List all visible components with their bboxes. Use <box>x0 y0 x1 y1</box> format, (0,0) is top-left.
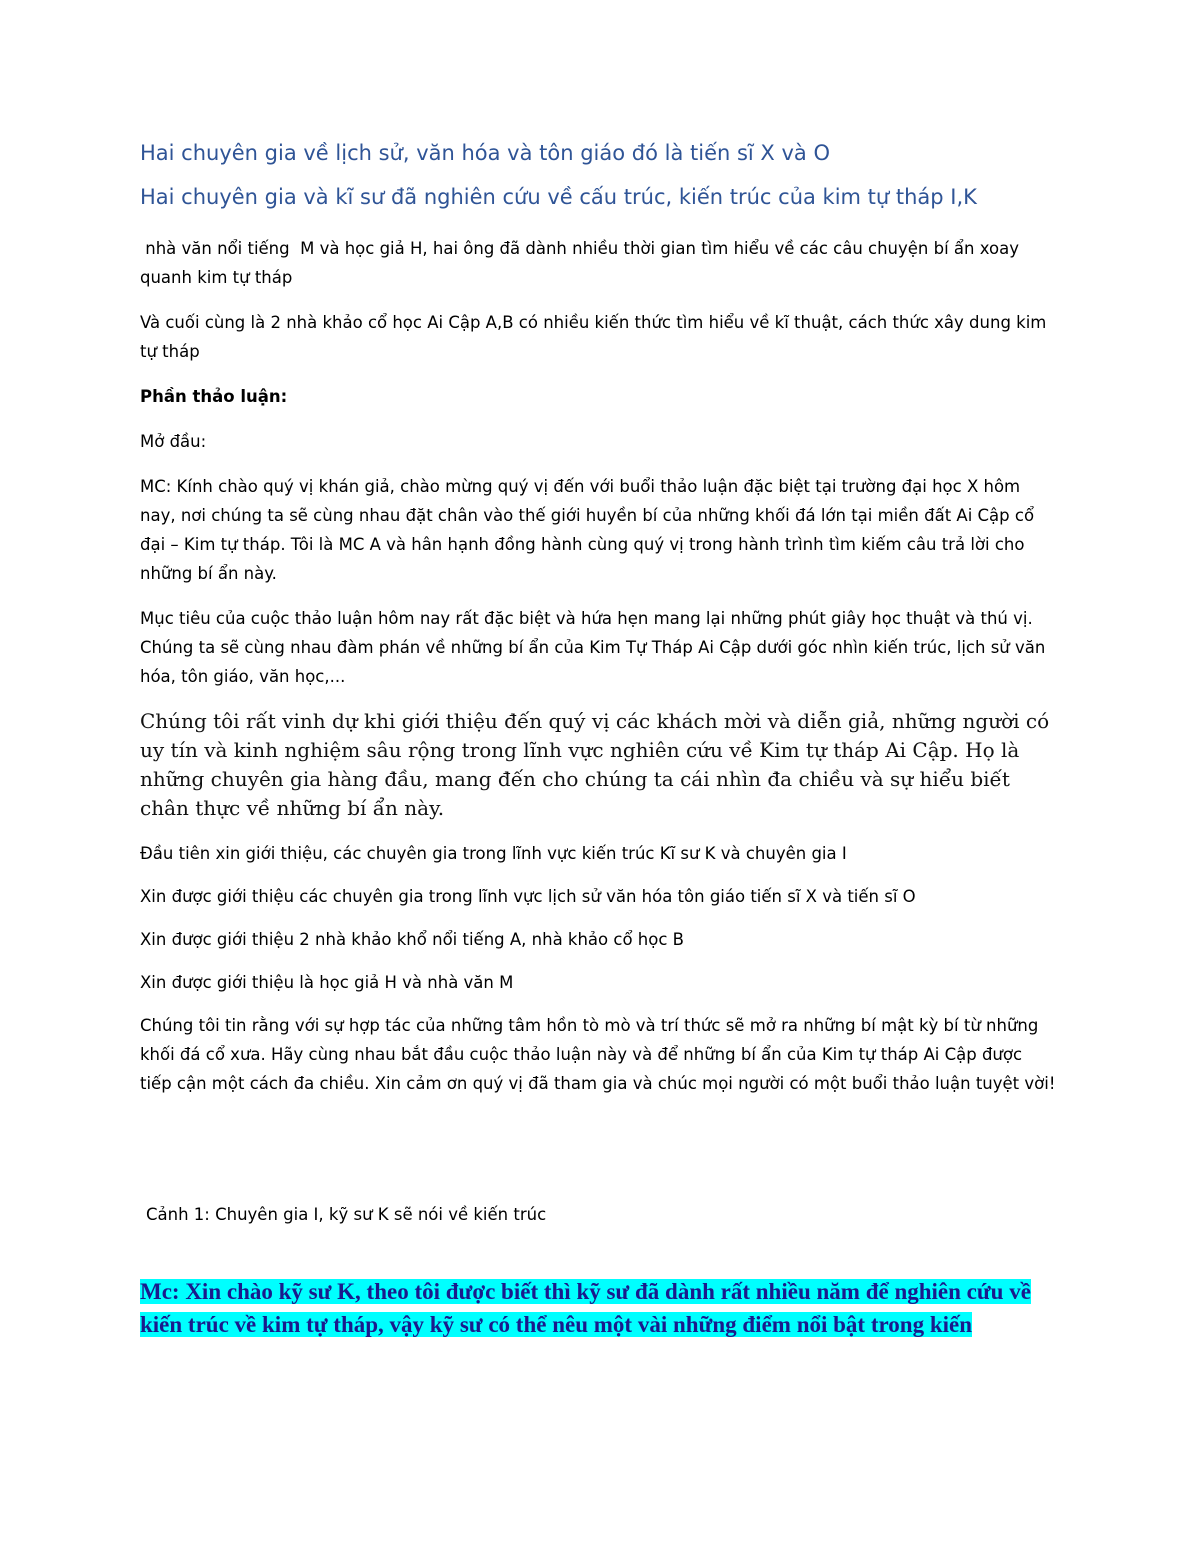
document-body <box>140 138 1058 1341</box>
intro-line: Xin được giới thiệu là học giả H và nhà văn M <box>140 973 514 992</box>
heading-experts-history: Hai chuyên gia về lịch sử, văn hóa và tôn giáo đó là tiến sĩ X và O <box>140 141 830 165</box>
guests-intro-paragraph: Chúng tôi rất vinh dự khi giới thiệu đến quý vị các khách mời và diễn giả, những người có uy tín và kinh nghiệm sâu rộng trong lĩnh vực nghiên cứu về Kim tự tháp Ai Cập. Họ là những chuyên gia hàng đầu, mang đến cho chúng ta cái nhìn đa chiều và sự hiểu biết chân thực về những bí ẩn này. <box>140 709 1050 820</box>
paragraph-writers: nhà văn nổi tiếng M và học giả H, hai ông đã dành nhiều thời gian tìm hiểu về các câu chuyện bí ẩn xoay quanh kim tự tháp <box>140 239 1025 287</box>
highlighted-text: Mc: Xin chào kỹ sư K, theo tôi được biết thì kỹ sư đã dành rất nhiều năm để nghiên cứu về kiến trúc về kim tự tháp, vậy kỹ sư có thể nêu một vài những điểm nổi bật trong kiến <box>140 1279 1031 1337</box>
blank-space <box>140 1114 1058 1200</box>
intro-line: Xin được giới thiệu các chuyên gia trong lĩnh vực lịch sử văn hóa tôn giáo tiến sĩ X và tiến sĩ O <box>140 887 916 906</box>
closing-paragraph: Chúng tôi tin rằng với sự hợp tác của những tâm hồn tò mò và trí thức sẽ mở ra những bí mật kỳ bí từ những khối đá cổ xưa. Hãy cùng nhau bắt đầu cuộc thảo luận này và để những bí ẩn của Kim tự tháp Ai Cập được tiếp cận một cách đa chiều. Xin cảm ơn quý vị đã tham gia và chúc mọi người có một buổi thảo luận tuyệt vời! <box>140 1016 1056 1093</box>
blank-space <box>140 1229 1058 1275</box>
opening-label: Mở đầu: <box>140 432 207 451</box>
goal-paragraph: Mục tiêu của cuộc thảo luận hôm nay rất đặc biệt và hứa hẹn mang lại những phút giây học thuật và thú vị. Chúng ta sẽ cùng nhau đàm phán về những bí ẩn của Kim Tự Tháp Ai Cập dưới góc nhìn kiến trúc, lịch sử văn hóa, tôn giáo, văn học,... <box>140 609 1046 686</box>
intro-line: Xin được giới thiệu 2 nhà khảo khổ nổi tiếng A, nhà khảo cổ học B <box>140 930 684 949</box>
mc-intro-paragraph: MC: Kính chào quý vị khán giả, chào mừng quý vị đến với buổi thảo luận đặc biệt tại trường đại học X hôm nay, nơi chúng ta sẽ cùng nhau đặt chân vào thế giới huyền bí của những khối đá lớn tại miền đất Ai Cập cổ đại – Kim tự tháp. Tôi là MC A và hân hạnh đồng hành cùng quý vị trong hành trình tìm kiếm câu trả lời cho những bí ẩn này. <box>140 477 1035 583</box>
heading-experts-architecture: Hai chuyên gia và kĩ sư đã nghiên cứu về cấu trúc, kiến trúc của kim tự tháp I,K <box>140 185 977 209</box>
mc-question-highlighted <box>140 1275 1040 1341</box>
intro-line: Đầu tiên xin giới thiệu, các chuyên gia trong lĩnh vực kiến trúc Kĩ sư K và chuyên gia I <box>140 844 847 863</box>
scene-1-heading: Cảnh 1: Chuyên gia I, kỹ sư K sẽ nói về kiến trúc <box>146 1205 547 1224</box>
paragraph-archaeologists: Và cuối cùng là 2 nhà khảo cổ học Ai Cập A,B có nhiều kiến thức tìm hiểu về kĩ thuật, cách thức xây dung kim tự tháp <box>140 313 1047 361</box>
discussion-label: Phần thảo luận: <box>140 387 288 406</box>
